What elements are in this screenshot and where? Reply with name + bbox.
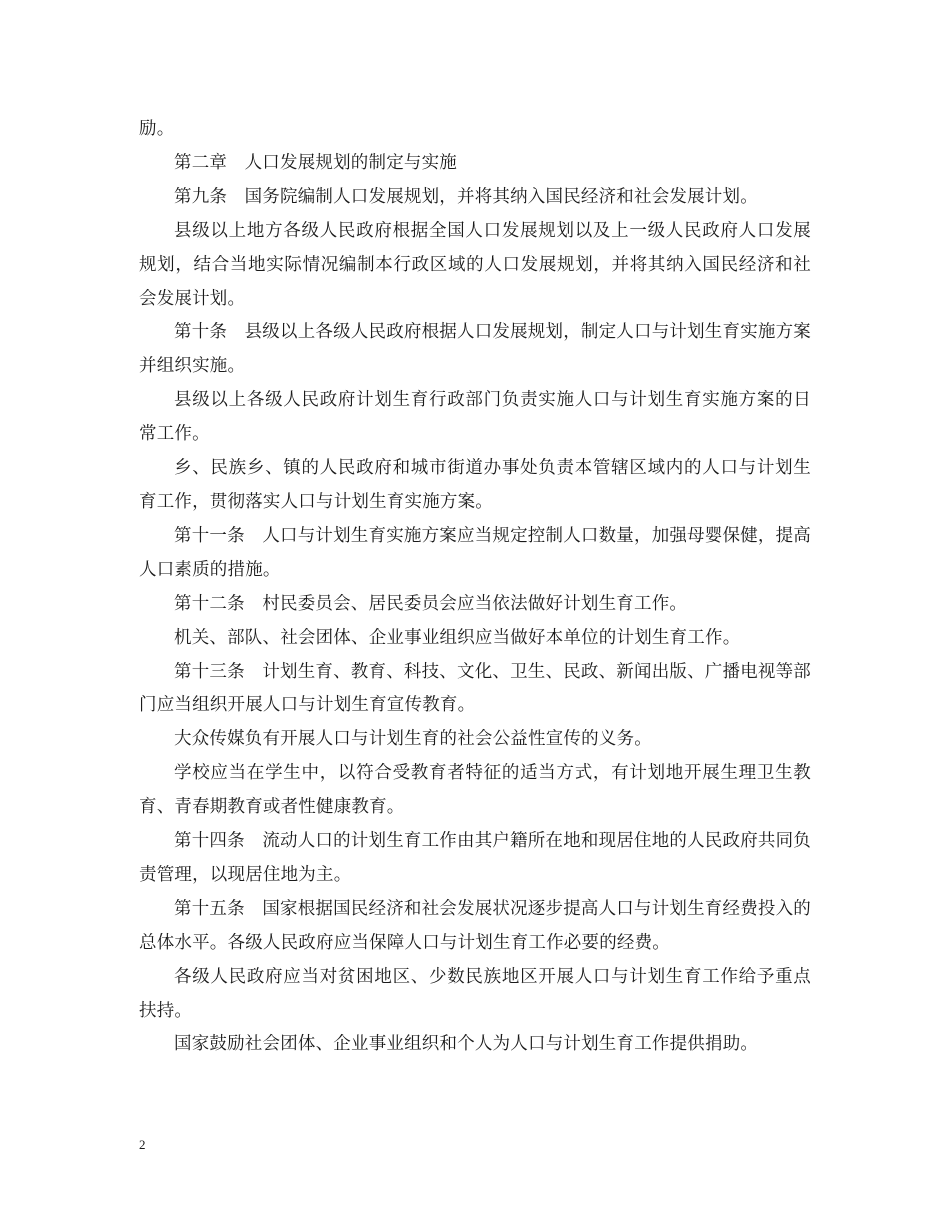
paragraph-text: 县级以上各级人民政府计划生育行政部门负责实施人口与计划生育实施方案的日常工作。	[139, 390, 811, 445]
paragraph	[139, 181, 811, 215]
paragraph	[139, 452, 811, 520]
continuation-text: 励。	[139, 119, 175, 139]
paragraph	[139, 384, 811, 452]
paragraph-text: 国务院编制人口发展规划，并将其纳入国民经济和社会发展计划。	[244, 186, 758, 207]
article-label: 第十一条	[174, 525, 245, 546]
paragraph-text: 乡、民族乡、镇的人民政府和城市街道办事处负责本管辖区域内的人口与计划生育工作，贯彻落实人口与计划生育实施方案。	[139, 458, 811, 512]
paragraph	[139, 656, 811, 724]
paragraph	[139, 520, 811, 588]
chapter-heading	[139, 147, 811, 181]
paragraph-text: 县级以上各级人民政府根据人口发展规划，制定人口与计划生育实施方案并组织实施。	[139, 322, 812, 377]
article-label: 第十条	[174, 322, 228, 343]
paragraph	[139, 622, 811, 656]
paragraph-text: 流动人口的计划生育工作由其户籍所在地和现居住地的人民政府共同负责管理，以现居住地为主。	[139, 831, 812, 885]
article-label: 第十四条	[174, 831, 245, 852]
article-label: 第九条	[174, 186, 228, 207]
paragraph	[139, 723, 811, 757]
paragraph-text: 计划生育、教育、科技、文化、卫生、民政、新闻出版、广播电视等部门应当组织开展人口与计划生育宣传教育。	[139, 661, 812, 716]
article-label: 第十五条	[174, 898, 245, 919]
paragraph-text: 县级以上地方各级人民政府根据全国人口发展规划以及上一级人民政府人口发展规划，结合当地实际情况编制本行政区域的人口发展规划，并将其纳入国民经济和社会发展计划。	[139, 220, 811, 309]
paragraph-text: 人口与计划生育实施方案应当规定控制人口数量，加强母婴保健，提高人口素质的措施。	[139, 525, 812, 580]
paragraph	[139, 588, 811, 622]
article-label: 第十二条	[174, 593, 245, 614]
paragraph	[139, 757, 811, 825]
paragraph	[139, 215, 811, 317]
continuation-line	[139, 113, 811, 147]
page-number: 2	[139, 1137, 146, 1152]
chapter-label: 第二章	[174, 152, 228, 173]
paragraph-text: 国家根据国民经济和社会发展状况逐步提高人口与计划生育经费投入的总体水平。各级人民政府应当保障人口与计划生育工作必要的经费。	[139, 898, 812, 953]
document-body	[139, 113, 811, 1062]
chapter-title: 人口发展规划的制定与实施	[244, 152, 458, 173]
paragraph	[139, 1028, 811, 1062]
paragraph-text: 机关、部队、社会团体、企业事业组织应当做好本单位的计划生育工作。	[174, 627, 741, 648]
paragraph-text: 各级人民政府应当对贫困地区、少数民族地区开展人口与计划生育工作给予重点扶持。	[139, 966, 811, 1021]
paragraph	[139, 893, 811, 961]
paragraph	[139, 961, 811, 1029]
paragraph	[139, 825, 811, 893]
article-label: 第十三条	[174, 661, 245, 682]
paragraph-text: 大众传媒负有开展人口与计划生育的社会公益性宣传的义务。	[174, 729, 652, 750]
paragraph-text: 国家鼓励社会团体、企业事业组织和个人为人口与计划生育工作提供捐助。	[174, 1034, 759, 1055]
paragraph	[139, 316, 811, 384]
paragraph-text: 学校应当在学生中，以符合受教育者特征的适当方式，有计划地开展生理卫生教育、青春期教育或者性健康教育。	[139, 763, 811, 818]
paragraph-text: 村民委员会、居民委员会应当依法做好计划生育工作。	[262, 593, 688, 614]
